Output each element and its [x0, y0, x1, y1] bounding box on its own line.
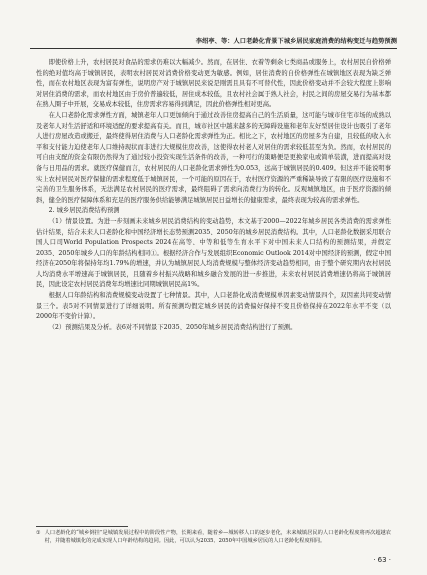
body-paragraph-5: （2）预测结果及分析。表6对不同情景下2035、2050年城乡居民消费结构进行了预测。	[48, 323, 297, 331]
article-body	[36, 58, 391, 333]
running-header	[30, 36, 397, 45]
section-heading: 2. 城乡居民消费结构预测	[48, 207, 120, 215]
body-paragraph-2: 在人口老龄化需求弹性方面，城镇老年人口更加倾向于通过改善住房提高自己的生活质量，这可能与城市住宅市场的成熟以及老年人对生活舒适和环境适配的要求提高有关。而且，城市社区中越来越多的无障碍设施和老年友好型居住设计也吸引了老年人进行房屋改造或搬迁，最终使得居住消费与人口老龄化需求弹性为正。相比之下，农村地区的房屋多为自建，且较低的收入水平和支付能力迫使老年人口维持现状而非进行大规模住房改善，这使得农村老人对居住的需求较低甚至为负。然而，农村居民的可自由支配的资金有限仍然得为了通过较小投资实现生活条件的改善，一种可行的策略便是更换家电或简单装潢，进而提高对设备与日用品的需求。就医疗保健而言，农村居民的人口老龄化需求弹性为0.053，远高于城镇居民的0.409。但这并不能说明事实上农村居民对医疗保健的需求程度低于城镇居民，一个可能的原因在于，农村医疗资源的严重稀缺导致了有限的医疗设施和不完善的卫生服务体系，无法满足农村居民的医疗需求，最终阻碍了需求向消费行为的转化。反观城镇地区，由于医疗资源的倾斜，健全的医疗保障体系和充足的医疗服务供给能够满足城镇居民日益增长的健康需求，最终表现为较高的需求弹性。	[36, 111, 391, 204]
footnote-mark: ①	[36, 530, 41, 536]
footnote-text: 人口老龄化的“城乡倒挂”是城镇发展过程中的阶段性产物，长期来看，随着乡—城转移人口的逐步老化，未来城镇居民的人口老龄化程度将再次超越农村，并随着城镇化的完成实现人口年龄结构的趋同。因此，可以认为2035、2050年中国城乡居民的人口老龄化程度相同。	[44, 530, 391, 544]
footnote	[36, 529, 391, 545]
body-paragraph-4: 根据人口年龄结构和消费规模变动设置了七种情景。其中，人口老龄化成消费规模单因素变动情景四个，双因素共同变动情景三个。表5对不同情景进行了详细说明。所有预测均假定城乡居民的消费偏好保持不变且价格保持在2022年水平不变（以2000年不变价计算）。	[36, 292, 391, 321]
running-title: 李绍亭、等：人口老龄化背景下城乡居民家庭消费的结构变迁与趋势预测	[195, 38, 397, 45]
footnote-rule	[36, 526, 128, 527]
page-number: · 63 ·	[373, 556, 391, 564]
body-paragraph-1: 即使价格上升，农村居民对食品的需求仍难以大幅减少。然而，在居住、衣着等剩余七类商品或服务上，农村居民自价格弹性的绝对值均高于城镇居民，表明农村居民对消费价格变动更为敏感。例如，居住消费的自价格弹性在城镇地区表现为缺乏弹性，而在农村地区表现为富有弹性，说明房产对于城镇居民来说是刚需且具有不可替代性，因此价格变动并不会较大程度上影响对居住消费的需求，而农村地区由于房价普遍较低，居住成本较低，且农村社会属于熟人社会，村民之间的房屋交易行为基本都在熟人圈子中开展，交易成本较低，住房需求容易得到满足，因此价格弹性相对更高。	[36, 59, 391, 109]
body-paragraph-3: （1）情景设置。为进一步刻画未来城乡居民消费结构的变动趋势，本文基于2000—2022年城乡居民各类消费的需求弹性估计结果，结合未来人口老龄化和中国经济增长态势预测2035、2050年的城乡居民消费结构。其中，人口老龄化数据采用联合国人口司World Population Prospects 2024在高等、中等和低等生育水平下对中国未来人口结构的预测结果，并假定2035、2050年城乡人口的年龄结构相同①。根据经济合作与发展组织Economic Outlook 2014对中国经济的预测，假定中国经济在2050年将保持年均1.79%的增速，并认为城镇居民人均消费规模与整体经济变动趋势相同，由于整个研究期内农村居民人均消费水平增速高于城镇居民，且随着乡村振兴战略和城乡融合发展的进一步推进，未来农村居民消费增速仍将高于城镇居民，因此设定农村居民消费年均增速比同期城镇居民高1%。	[36, 217, 391, 289]
header-rule	[30, 48, 397, 49]
